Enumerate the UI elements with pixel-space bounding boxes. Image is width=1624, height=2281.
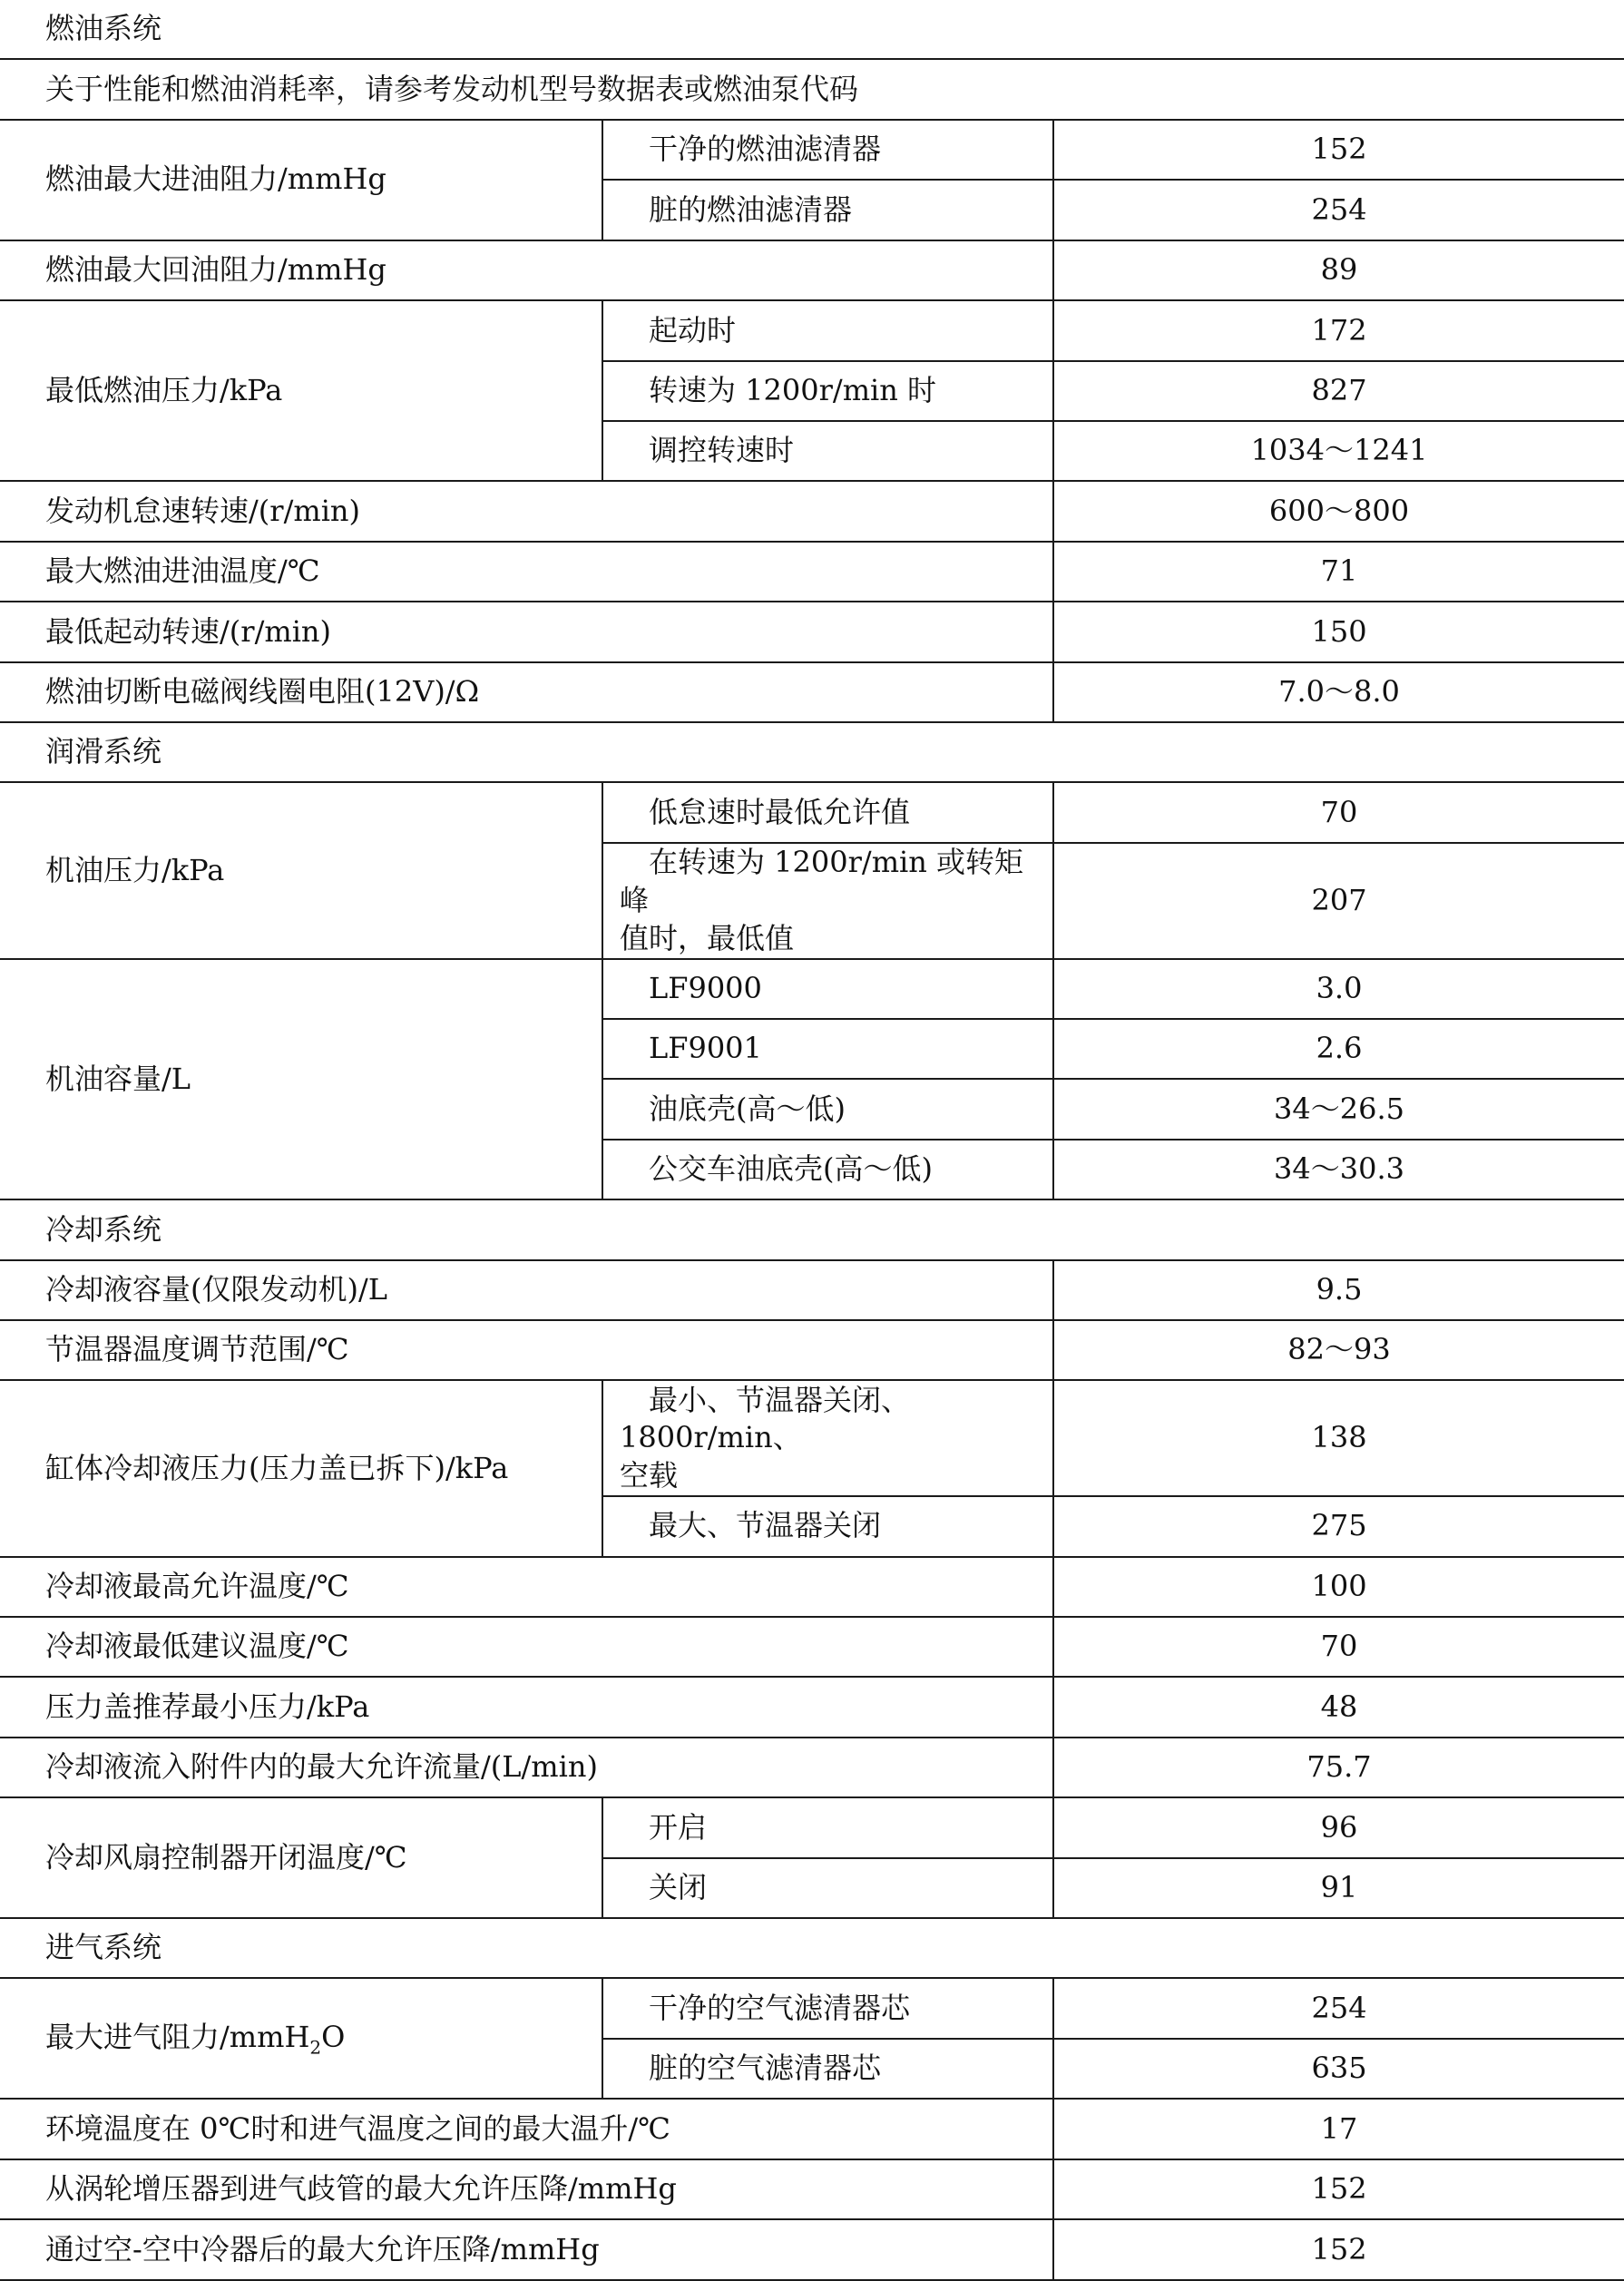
- section-title-fuel: 燃油系统: [0, 0, 1624, 59]
- param-value: 3.0: [1053, 959, 1624, 1019]
- condition-label: 调控转速时: [602, 421, 1053, 481]
- param-value: 138: [1053, 1380, 1624, 1496]
- fuel-note: 关于性能和燃油消耗率，请参考发动机型号数据表或燃油泵代码: [0, 59, 1624, 119]
- param-label: 机油容量/L: [0, 959, 602, 1200]
- table-row: [0, 662, 1624, 722]
- table-row: [0, 1677, 1624, 1737]
- table-row: [0, 1260, 1624, 1320]
- table-row: [0, 1380, 1624, 1496]
- table-row: [0, 59, 1624, 119]
- section-title-cooling: 冷却系统: [0, 1199, 1624, 1259]
- param-value: 71: [1053, 542, 1624, 602]
- param-label: 通过空-空中冷器后的最大允许压降/mmHg: [0, 2219, 1053, 2280]
- section-row-fuel: [0, 0, 1624, 59]
- condition-label: LF9001: [602, 1019, 1053, 1079]
- param-label: 燃油最大回油阻力/mmHg: [0, 240, 1053, 300]
- table-row: [0, 1320, 1624, 1380]
- param-label: 冷却液流入附件内的最大允许流量/(L/min): [0, 1738, 1053, 1797]
- param-label: 最大燃油进油温度/℃: [0, 542, 1053, 602]
- table-row: [0, 1797, 1624, 1857]
- param-value: 600～800: [1053, 481, 1624, 541]
- condition-label: 油底壳(高～低): [602, 1079, 1053, 1139]
- param-value: 91: [1053, 1858, 1624, 1918]
- table-row: [0, 1557, 1624, 1617]
- param-value: 2.6: [1053, 1019, 1624, 1079]
- param-value: 82～93: [1053, 1320, 1624, 1380]
- condition-label: 干净的燃油滤清器: [602, 120, 1053, 180]
- section-title-intake: 进气系统: [0, 1918, 1624, 1978]
- param-label: 燃油最大进油阻力/mmHg: [0, 120, 602, 240]
- table-row: [0, 2159, 1624, 2219]
- param-value: 827: [1053, 361, 1624, 421]
- condition-label: 在转速为 1200r/min 或转矩峰 值时，最低值: [602, 843, 1053, 959]
- condition-label: LF9000: [602, 959, 1053, 1019]
- param-value: 275: [1053, 1496, 1624, 1556]
- condition-label: 转速为 1200r/min 时: [602, 361, 1053, 421]
- condition-label: 脏的空气滤清器芯: [602, 2039, 1053, 2099]
- param-value: 7.0～8.0: [1053, 662, 1624, 722]
- table-row: [0, 2219, 1624, 2280]
- section-row-cooling: [0, 1199, 1624, 1259]
- condition-label: 开启: [602, 1797, 1053, 1857]
- condition-label: 脏的燃油滤清器: [602, 180, 1053, 240]
- param-label: 机油压力/kPa: [0, 782, 602, 958]
- param-value: 254: [1053, 180, 1624, 240]
- param-value: 150: [1053, 602, 1624, 661]
- table-row: [0, 1738, 1624, 1797]
- param-value: 70: [1053, 782, 1624, 842]
- param-value: 635: [1053, 2039, 1624, 2099]
- table-row: [0, 959, 1624, 1019]
- param-value: 172: [1053, 300, 1624, 360]
- param-value: 100: [1053, 1557, 1624, 1617]
- section-row-intake: [0, 1918, 1624, 1978]
- param-value: 152: [1053, 2219, 1624, 2280]
- table-row: [0, 1978, 1624, 2038]
- table-row: [0, 300, 1624, 360]
- param-value: 152: [1053, 120, 1624, 180]
- table-row: [0, 120, 1624, 180]
- table-row: [0, 2099, 1624, 2159]
- param-value: 89: [1053, 240, 1624, 300]
- condition-label: 最大、节温器关闭: [602, 1496, 1053, 1556]
- param-label: 节温器温度调节范围/℃: [0, 1320, 1053, 1380]
- param-value: 9.5: [1053, 1260, 1624, 1320]
- table-row: [0, 602, 1624, 661]
- param-label: 从涡轮增压器到进气歧管的最大允许压降/mmHg: [0, 2159, 1053, 2219]
- table-row: [0, 1617, 1624, 1677]
- param-label: 缸体冷却液压力(压力盖已拆下)/kPa: [0, 1380, 602, 1556]
- param-label: 冷却液容量(仅限发动机)/L: [0, 1260, 1053, 1320]
- param-value: 96: [1053, 1797, 1624, 1857]
- param-value: 70: [1053, 1617, 1624, 1677]
- param-value: 75.7: [1053, 1738, 1624, 1797]
- table-row: [0, 542, 1624, 602]
- param-value: 254: [1053, 1978, 1624, 2038]
- param-label: 最低燃油压力/kPa: [0, 300, 602, 481]
- param-value: 17: [1053, 2099, 1624, 2159]
- condition-label: 干净的空气滤清器芯: [602, 1978, 1053, 2038]
- param-value: 1034～1241: [1053, 421, 1624, 481]
- table-row: [0, 240, 1624, 300]
- param-label: 冷却风扇控制器开闭温度/℃: [0, 1797, 602, 1918]
- param-label: 最低起动转速/(r/min): [0, 602, 1053, 661]
- table-row: [0, 782, 1624, 842]
- param-label: 燃油切断电磁阀线圈电阻(12V)/Ω: [0, 662, 1053, 722]
- condition-label: 起动时: [602, 300, 1053, 360]
- param-label: 压力盖推荐最小压力/kPa: [0, 1677, 1053, 1737]
- param-value: 34～30.3: [1053, 1140, 1624, 1199]
- param-value: 152: [1053, 2159, 1624, 2219]
- param-value: 207: [1053, 843, 1624, 959]
- condition-label: 关闭: [602, 1858, 1053, 1918]
- param-label: 最大进气阻力/mmH$_2$O: [0, 1978, 602, 2099]
- condition-label: 低怠速时最低允许值: [602, 782, 1053, 842]
- param-label: 环境温度在 0℃时和进气温度之间的最大温升/℃: [0, 2099, 1053, 2159]
- section-row-lubrication: [0, 722, 1624, 782]
- param-label: 冷却液最低建议温度/℃: [0, 1617, 1053, 1677]
- param-label: 发动机怠速转速/(r/min): [0, 481, 1053, 541]
- param-value: 34～26.5: [1053, 1079, 1624, 1139]
- param-value: 48: [1053, 1677, 1624, 1737]
- table-row: [0, 481, 1624, 541]
- param-label: 冷却液最高允许温度/℃: [0, 1557, 1053, 1617]
- condition-label: 最小、节温器关闭、1800r/min、 空载: [602, 1380, 1053, 1496]
- condition-label: 公交车油底壳(高～低): [602, 1140, 1053, 1199]
- section-title-lubrication: 润滑系统: [0, 722, 1624, 782]
